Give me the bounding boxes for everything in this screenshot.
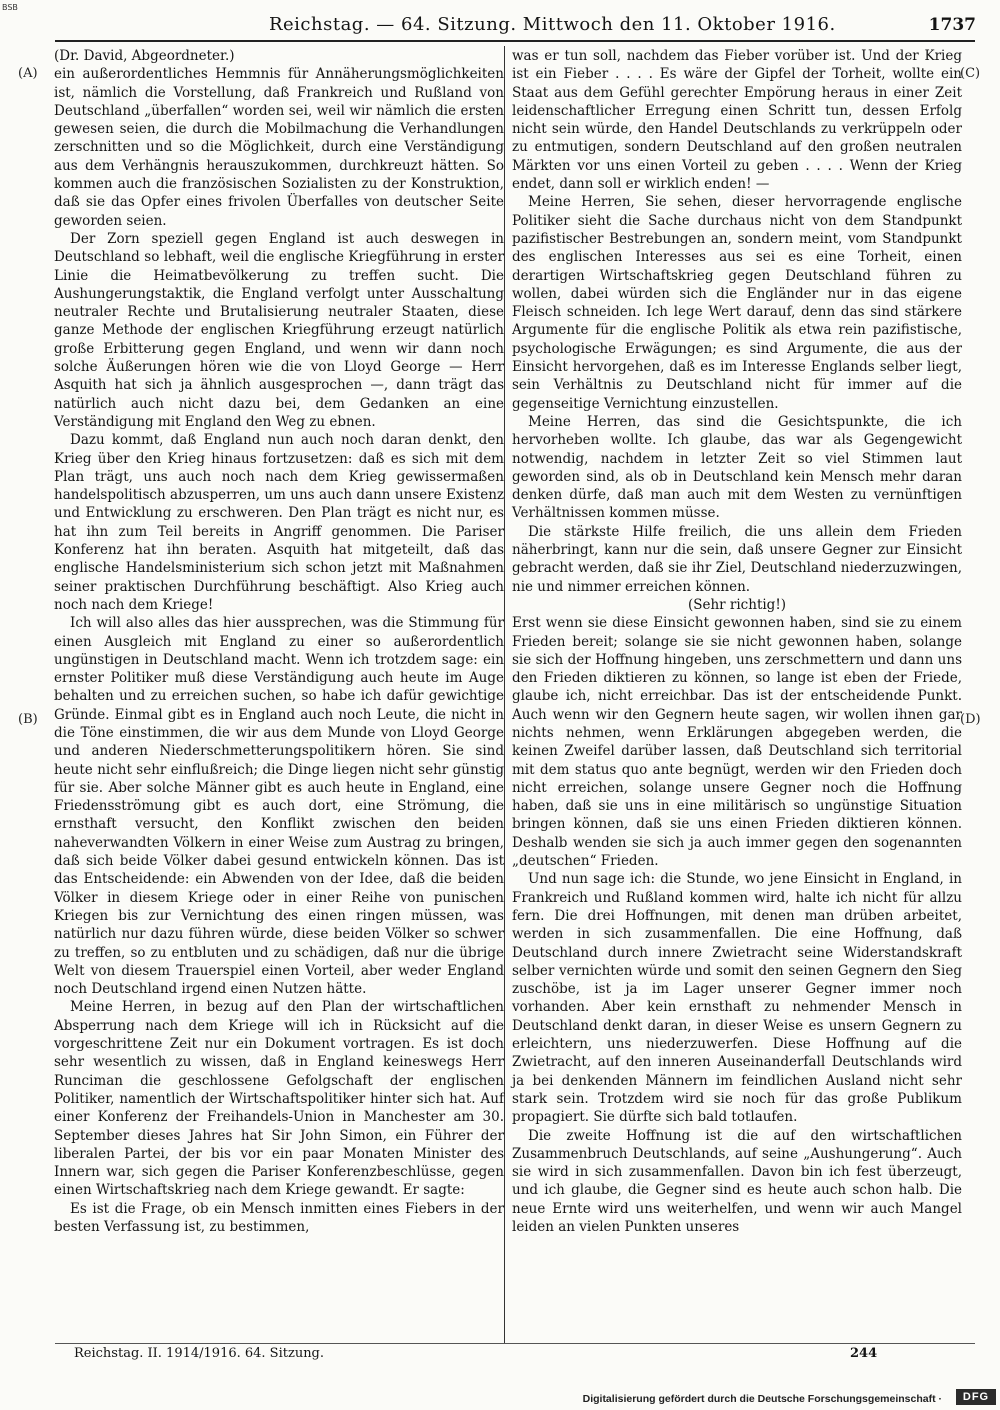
paragraph: Und nun sage ich: die Stunde, wo jene Einsicht in England, in Frankreich und Rußland kommen wird, halte ich nicht für allzu fern. Die drei Hoffnungen, mit denen man drüben arbeitet, werden in sich zusammenfallen. Die eine Hoffnung, daß Deutschland durch innere Zwietracht seine Widerstandskraft selber vernichten würde und somit den seinen Gegnern den Sieg zuschöbe, ist ja im Lager unserer Gegner immer noch vorhanden. Aber kein ernsthaft zu nehmender Mensch in Deutschland denkt daran, in dieser Weise es unsern Gegnern zu erleichtern, uns niederzuwerfen. Diese Hoffnung auf die Zwietracht, auf den inneren Auseinanderfall Deutschlands wird ja bei denkenden Männern im feindlichen Ausland nicht sehr stark sein. Trotzdem wird sie noch für das große Publikum propagiert. Sie dürfte sich bald totlaufen. (512, 871, 962, 1126)
paragraph: Ich will also alles das hier aussprechen, was die Stimmung für einen Ausgleich mit England zu einer so außerordentlich ungünstigen in Deutschland macht. Wenn ich trotzdem sage: ein ernster Politiker muß diese Verständigung auch heute im Auge behalten und zu erreichen suchen, so habe ich dafür gewichtige Gründe. Einmal gibt es in England auch noch Leute, die nicht in die Töne einstimmen, die wir aus dem Munde von Lloyd George und anderen Niederschmetterungspolitikern hören. Sie sind heute nicht sehr einflußreich; die Dinge liegen nicht sehr günstig für sie. Aber solche Männer gibt es auch heute in England, eine Friedensströmung gibt es auch dort, eine Strömung, die ernsthaft versucht, den Konflikt zwischen den beiden naheverwandten Völkern in einer Weise zum Austrag zu bringen, daß sich beide Völker dabei gesund entwickeln können. Das ist das Entscheidende: ein Abwenden von der Idee, daß die beiden Völker in diesem Kriege oder in einer Reihe von punischen Kriegen bis zur Vernichtung des einen ringen müssen, was natürlich nur dazu führen würde, diese beiden Völker so schwer zu treffen, so zu entbluten und zu schädigen, daß nur die übrige Welt von diesem Trauerspiel einen Vorteil, aber weder England noch Deutschland irgend einen Nutzen hätte. (54, 615, 504, 998)
paragraph: Erst wenn sie diese Einsicht gewonnen haben, sind sie zu einem Frieden bereit; solange sie sie nicht gewonnen haben, solange sie sich der Hoffnung hingeben, uns zerschmettern und dann uns den Frieden diktieren zu können, so lange ist eben der Friede, glaube ich, nicht erreichbar. Das ist der entscheidende Punkt. Auch wenn wir den Gegnern heute sagen, wir wollen ihnen gar nichts nehmen, wenn Erklärungen abgegeben werden, die keinen Zweifel darüber lassen, daß Deutschland sich territorial mit dem status quo ante begnügt, werden wir den Frieden doch nicht erreichen, solange unsere Gegner noch die Hoffnung haben, daß sie uns in eine militärisch so ungünstige Situation bringen können, daß sie uns einen Frieden diktieren können. Deshalb wenden sie sich ja auch immer gegen den sogenannten „deutschen“ Frieden. (512, 615, 962, 870)
quotation: Es ist die Frage, ob ein Mensch inmitten eines Fiebers in der besten Verfassung ist, zu bestimmen, (54, 1200, 504, 1235)
margin-mark-b: (B) (18, 712, 38, 727)
left-column (54, 47, 504, 1236)
footer-sheet-number: 244 (850, 1346, 878, 1361)
dfg-logo: DFG (956, 1389, 996, 1405)
digitization-credit: Digitalisierung gefördert durch die Deutsche Forschungsgemeinschaft · (582, 1393, 942, 1405)
quotation-continued: was er tun soll, nachdem das Fieber vorüber ist. Und der Krieg ist ein Fieber . . . . Es wäre der Gipfel der Torheit, wollte ein Staat aus dem Gefühl gerechter Empörung heraus in einer Zeit leidenschaftlicher Erregung einen Schritt tun, dessen Erfolg nicht sein würde, den Handel Deutschlands zu verkrüppeln oder zu entmutigen, sondern Deutschland auf den großen neutralen Märkten vor uns einen Vorteil zu geben . . . . Wenn der Krieg endet, dann soll er wirklich enden! — (512, 48, 962, 193)
footer-rule (55, 1343, 975, 1344)
interjection: (Sehr richtig!) (687, 596, 787, 613)
paragraph: Die zweite Hoffnung ist die auf den wirtschaftlichen Zusammenbruch Deutschlands, auf seine „Aushungerung“. Auch sie wird in sich zusammenfallen. Davon bin ich fest überzeugt, und ich glaube, die Gegner sind es heute auch schon halb. Die neue Ernte wird uns weiterhelfen, und wenn wir auch Mangel leiden an vielen Punkten unseres (512, 1127, 962, 1235)
paragraph: ein außerordentliches Hemmnis für Annäherungsmöglichkeiten ist, nämlich die Vorstellung, daß Frankreich und Rußland von Deutschland „überfallen“ worden sei, weil wir nämlich die ersten gewesen seien, die durch die Mobilmachung die Verhandlungen zerschnitten und so die Möglichkeit, durch eine Verständigung aus dem Verhängnis herauszukommen, durchkreuzt hätten. So kommen auch die französischen Sozialisten zu der Konstruktion, daß sie das Opfer eines frivolen Überfalles von deutscher Seite geworden seien. (54, 66, 504, 229)
paragraph: Meine Herren, in bezug auf den Plan der wirtschaftlichen Absperrung nach dem Kriege will ich in Rücksicht auf die vorgeschrittene Zeit nur ein Dokument vortragen. Es ist doch sehr wesentlich zu wissen, daß in England keineswegs Herr Runciman die geschlossene Gefolgschaft der englischen Politiker, namentlich der Wirtschaftspolitiker hinter sich hat. Auf einer Konferenz der Freihandels-Union in Manchester am 30. September dieses Jahres hat Sir John Simon, ein Führer der liberalen Partei, der bis vor ein paar Monaten Minister des Innern war, sich gegen die Pariser Konferenzbeschlüsse, gegen einen Wirtschaftskrieg nach dem Kriege gewandt. Er sagte: (54, 999, 504, 1199)
margin-mark-a: (A) (18, 66, 38, 81)
paragraph: Meine Herren, Sie sehen, dieser hervorragende englische Politiker sieht die Sache durchaus nicht von dem Standpunkt pazifistischer Bestrebungen an, sondern meint, vom Standpunkt des englischen Interesses aus sei es eine Torheit, einen derartigen Wirtschaftskrieg gegen Deutschland führen zu wollen, dabei würden sich die Engländer nur in das eigene Fleisch schneiden. Ich lege Wert darauf, denn das sind stärkere Argumente für die englische Politik als etwa rein pazifistische, psychologische Erwägungen; es sind Argumente, die aus der Einsicht hervorgehen, daß es im Interesse Englands selber liegt, sein Verhältnis zu Deutschland nicht für immer auf die gegenseitige Vernichtung einzustellen. (512, 194, 962, 412)
paragraph: Meine Herren, das sind die Gesichtspunkte, die ich hervorheben wollte. Ich glaube, das war als Gegengewicht notwendig, nachdem in letzter Zeit so viel Stimmen laut geworden sind, als ob in Deutschland kein Mensch mehr daran denken dürfe, daß man auch mit dem Westen zu vernünftigen Verhältnissen kommen müsse. (512, 413, 962, 522)
library-mark: BSB (2, 3, 18, 12)
page-number: 1737 (928, 15, 976, 35)
paragraph: Der Zorn speziell gegen England ist auch deswegen in Deutschland so lebhaft, weil die englische Kriegführung in erster Linie die Heimatbevölkerung zu treffen sucht. Die Aushungerungstaktik, die England verfolgt unter Ausschaltung neutraler Rechte und Brutalisierung neutraler Staaten, diese ganze Methode der englischen Kriegführung erzeugt natürlich große Erbitterung gegen England, und wenn wir dann noch solche Äußerungen hören wie die von Lloyd George — Herr Asquith hat sich ja ähnlich ausgesprochen —, dann trägt das natürlich auch nicht dazu bei, dem Gedanken an eine Verständigung mit England den Weg zu ebnen. (54, 230, 504, 430)
right-column (512, 47, 962, 1236)
header-rule (55, 40, 975, 42)
paragraph: Die stärkste Hilfe freilich, die uns allein dem Frieden näherbringt, kann nur die sein, daß unsere Gegner zur Einsicht gebracht werden, daß sie ihr Ziel, Deutschland niederzuzwingen, nie und nimmer erreichen können. (512, 523, 962, 595)
margin-mark-d: (D) (960, 712, 981, 727)
page-header (56, 14, 976, 35)
paragraph: Dazu kommt, daß England nun auch noch daran denkt, den Krieg über den Krieg hinaus fortzusetzen: daß es sich mit dem Plan trägt, uns auch noch nach dem Krieg gewissermaßen handelspolitisch abzusperren, um uns auch dann unsere Existenz und Entwicklung zu erschweren. Den Plan trägt es nicht nur, es hat ihn zum Teil bereits in Angriff genommen. Die Pariser Konferenz hat ihn beraten. Asquith hat mitgeteilt, daß das englische Handelsministerium sich schon jetzt mit Maßnahmen seiner praktischen Durchführung beschäftigt. Also Krieg auch noch nach dem Kriege! (54, 432, 504, 613)
speaker-line: (Dr. David, Abgeordneter.) (54, 48, 235, 64)
margin-mark-c: (C) (960, 66, 981, 81)
column-divider (504, 46, 505, 1343)
page-footer (74, 1346, 954, 1361)
footer-source: Reichstag. II. 1914/1916. 64. Sitzung. (74, 1346, 325, 1361)
running-title: Reichstag. — 64. Sitzung. Mittwoch den 11. Oktober 1916. (268, 14, 836, 35)
